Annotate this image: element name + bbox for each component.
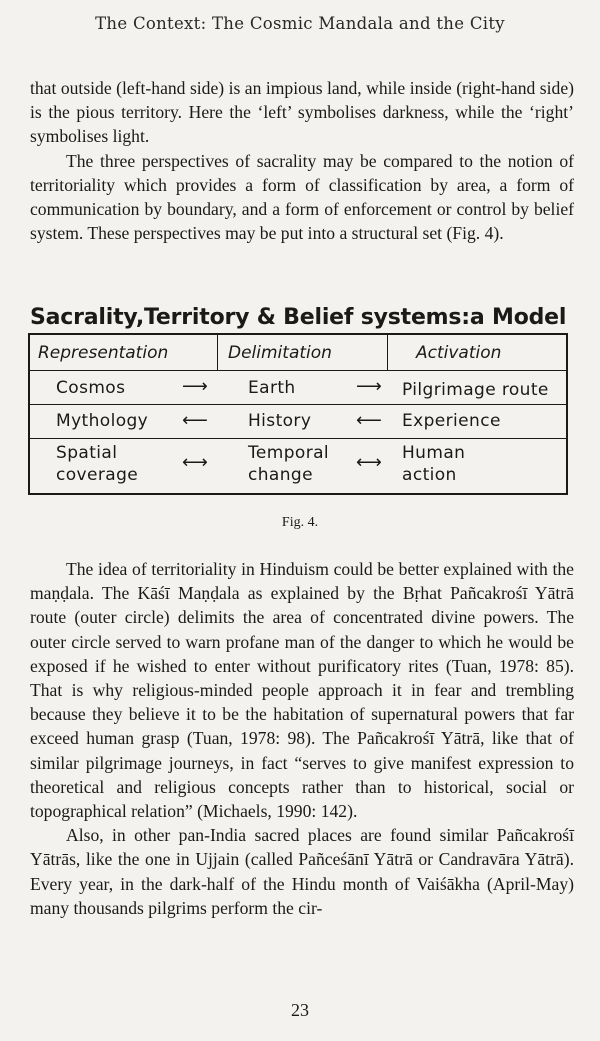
table-cell: Temporal change bbox=[248, 443, 330, 485]
figure-caption: Fig. 4. bbox=[281, 515, 319, 530]
figure-title: Sacrality,Territory & Belief systems:a Model bbox=[30, 305, 567, 330]
double-arrow-icon: ⟷ bbox=[356, 452, 382, 473]
column-header-representation: Representation bbox=[30, 335, 218, 370]
table-cell: Earth bbox=[248, 378, 296, 398]
paragraph: The idea of territoriality in Hinduism could be better explained with the maṇḍala. The Kāśī Maṇḍala as explained by the Bṛhat Pañcakrośī Yātrā route (outer circle) delimits the area of concentrated divine powers. The outer circle served to warn profane man of the danger to which he would be exposed if he wished to enter without purificatory rites (Tuan, 1978: 85). That is why religious-minded people approach it in fear and trembling because they believe it to be the habitation of supernatural powers that far exceed human grasp (Tuan, 1978: 98). The Pañcakrośī Yātrā, like that of similar pilgrimage journeys, in fact “serves to give manifest expression to theoretical and religious concepts rather than to historical, social or topographical relation” (Michaels, 1990: 142). bbox=[30, 559, 574, 822]
table-cell: Mythology bbox=[56, 411, 149, 431]
model-table bbox=[28, 333, 568, 495]
table-cell: Pilgrimage route bbox=[402, 380, 549, 400]
table-row bbox=[30, 405, 566, 439]
left-arrow-icon: ⟵ bbox=[356, 410, 382, 431]
double-arrow-icon: ⟷ bbox=[182, 452, 208, 473]
table-row bbox=[30, 439, 566, 492]
column-header-delimitation: Delimitation bbox=[218, 335, 388, 370]
table-cell: Experience bbox=[402, 411, 501, 431]
table-cell: Human action bbox=[402, 443, 466, 485]
table-header-row bbox=[30, 335, 566, 371]
column-header-activation: Activation bbox=[416, 342, 502, 363]
paragraph: Also, in other pan-India sacred places are found similar Pañcakrośī Yātrās, like the one in Ujjain (called Pañceśānī Yātrā or Candravāra Yātrā). Every year, in the dark-half of the Hindu month of Vaiśākha (April-May) many thousands pilgrims perform the cir- bbox=[30, 825, 574, 918]
table-cell: History bbox=[248, 411, 312, 431]
right-arrow-icon: ⟶ bbox=[356, 376, 382, 397]
text-block-bottom bbox=[30, 557, 574, 920]
table-cell: Cosmos bbox=[56, 378, 126, 398]
paragraph: The three perspectives of sacrality may be compared to the notion of territoriality which provides a form of classification by area, a form of communication by boundary, and a form of enforcement or control by belief system. These perspectives may be put into a structural set (Fig. 4). bbox=[30, 150, 574, 244]
table-row bbox=[30, 371, 566, 405]
page-number: 23 bbox=[291, 1000, 309, 1020]
right-arrow-icon: ⟶ bbox=[182, 376, 208, 397]
running-header: The Context: The Cosmic Mandala and the City bbox=[95, 14, 505, 33]
text-block-top bbox=[30, 76, 574, 245]
left-arrow-icon: ⟵ bbox=[182, 410, 208, 431]
paragraph: that outside (left-hand side) is an impious land, while inside (right-hand side) is the pious territory. Here the ‘left’ symbolises darkness, while the ‘right’ symbolises light. bbox=[30, 78, 574, 147]
table-cell: Spatial coverage bbox=[56, 443, 139, 485]
